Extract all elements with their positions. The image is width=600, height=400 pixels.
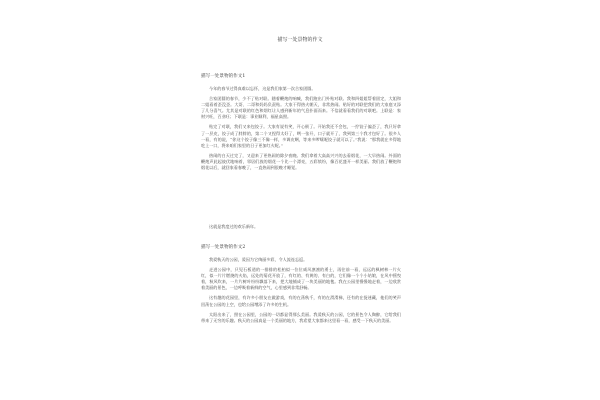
paragraph: 我爱秋天的公园，爱因为它绚丽多彩，令人流连忘返。 <box>209 257 308 262</box>
paragraph: 太阳出来了，照在公园里，公园的一切都显得那么美丽。我爱秋天的公园，它的景色令人陶醉，它给我们带来了无穷的乐趣。秋天的公园真是一个美丽的地方，我希望大家都来这里看一看，感受一下秋天的美丽。 <box>201 311 401 323</box>
document-title: 描写一处景物的作文 <box>277 37 323 43</box>
section-1-closing: 这就是我度过的欢乐新年。 <box>209 224 259 229</box>
section-1-body <box>201 86 401 175</box>
paragraph: 走进公园中，只见石板道的一排排的松柏似一位位威风凛凛的勇士，再往前一看，远远的枫树林一片火红，似一片片燃烧的火焰，远处的菊花开放了，有红的、有黄的、有白的，它们像一个个小姑娘，在风中摇曳着，秋风吹来，一片片树叶纷纷飘落下来，把大地铺成了一块美丽的地毯。我在公园里慢慢地走着，一边欣赏着美丽的景色，一边呼吸着新鲜的空气，心里感到非常舒畅。 <box>201 267 401 291</box>
section-1-heading: 描写一处景物的作文1 <box>201 74 246 79</box>
paragraph: 贴完了对联，我们又来包饺子。大家有说有笑，开心极了。开始我还不会包，一拧饺子偏歪了，我只好拿了一层皮，饺子成了胖胖的，第二个又捏得太好了，咧一张开，口子就开了，我到第三个我才包好了。很多人一看，有的说，“你这个饺子像三不像一样，多调皮啊，等来多啰嗦呢饺子就可以了。”我说：“那我就在多得地吃上一口，将来咱们家里的日子更加红火呢。” <box>201 124 401 148</box>
paragraph: 热闹的白天过完了，又迎来了更热闹的除夕夜晚。我们拿着大高高兴兴的去看烟花，一大早热闹。外面的鞭炮声此起彼伏地响着，邻居们放的烟花一个比一个漂亮，五彩缤纷，像百花盛开一样美丽。我们放了鞭炮和烟花以后，就回家看春晚了，一直热闹到很晚才睡觉。 <box>201 152 401 171</box>
paragraph: 合家团圆的春节，少不了贴对联。随着鞭炮的响喊，我们跑出门外贴对联。我和四姐姐帮着固定，大姐和二姐看着歪没歪。大哥、二哥和妈妈负责贴。大家干得热火朝天，非常热闹。贴好的对联把我们的大家庭又添了几分喜气。尤其是对联的红色和烟红让人感到新年的气息扑面而来。不信就看看我们的对联吧。上联是：家财兴旺，百业旺；下联是：事业顺利，福星高照。 <box>201 96 401 120</box>
paragraph: 今年的春节过得真难以忘怀，这是我们家第一次合家团圆。 <box>209 86 316 91</box>
section-2-heading: 描写一处景物的作文2 <box>201 245 246 250</box>
paragraph: 这有趣的花园里，有许多小朋友在做游戏，有的在荡秋千，有的在滑滑梯，还有的在捉迷藏，他们的笑声回荡在公园的上空，也给公园增添了许多的生机。 <box>201 295 401 307</box>
section-2-body <box>201 257 401 328</box>
